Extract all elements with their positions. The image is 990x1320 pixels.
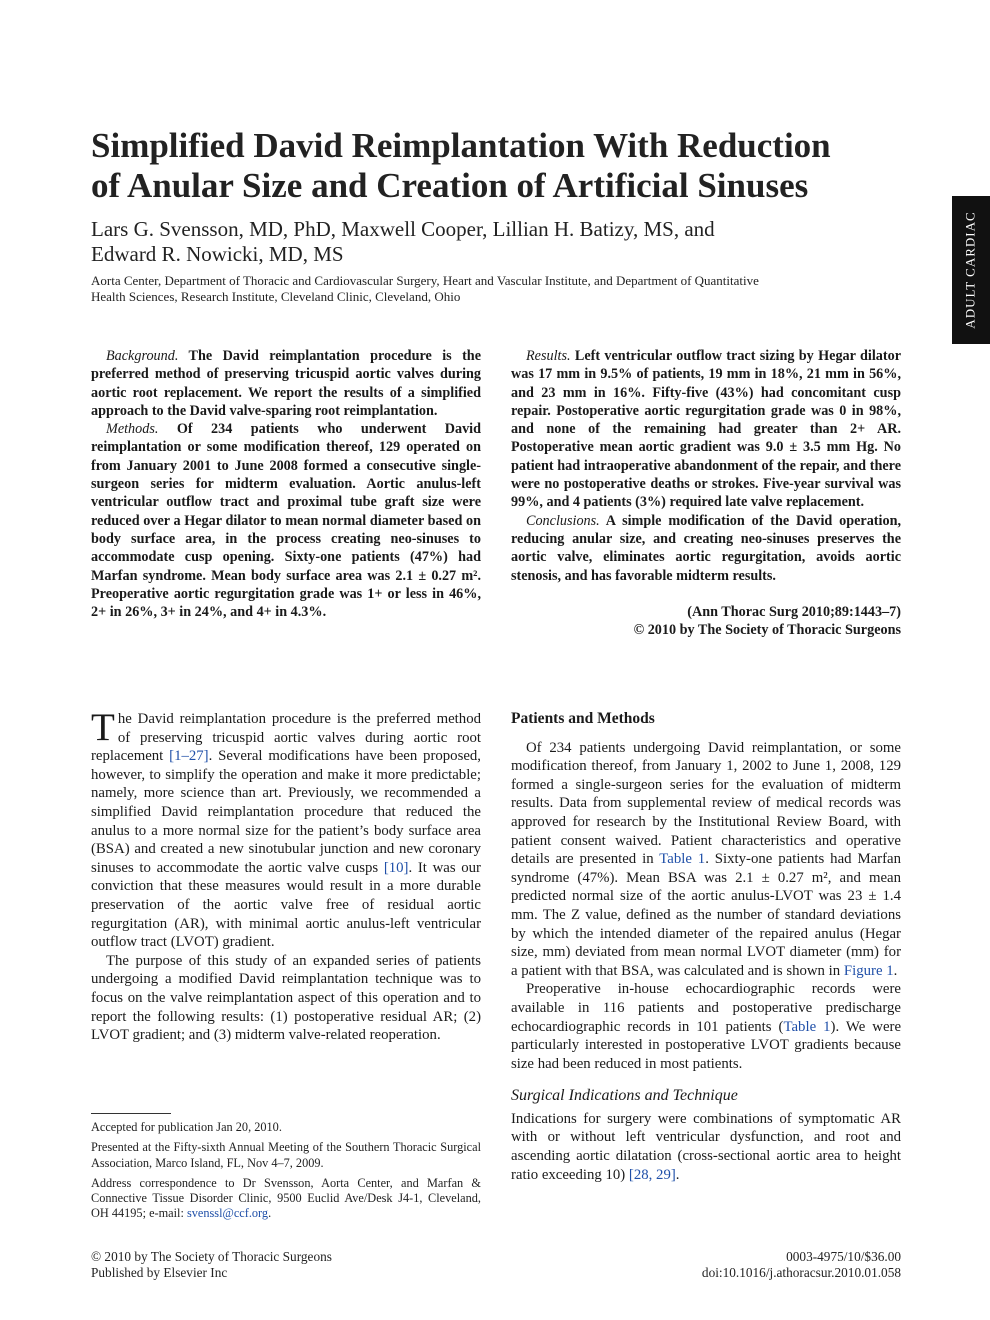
methods-paragraph-2: Preoperative in-house echocardiographic records were available in 116 patients and postoperative predischarge echocardiographic records in 101 patients (Table 1). We were particularly interested in postoperative LVOT gradients because size had been reduced in most patients. xyxy=(511,981,902,1072)
footer-issn-price: 0003-4975/10/$36.00 xyxy=(786,1249,901,1264)
section-heading: Patients and Methods xyxy=(511,710,655,727)
abstract-copyright: © 2010 by The Society of Thoracic Surgeons xyxy=(633,622,901,639)
journal-citation: (Ann Thorac Surg 2010;89:1443–7) xyxy=(687,603,901,620)
subsection-heading: Surgical Indications and Technique xyxy=(511,1087,738,1105)
correspondence-note: Address correspondence to Dr Svensson, Aorta Center, and Marfan & Connective Tissue Disorder Clinic, 9500 Euclid Ave/Desk J4-1, Cleveland, OH 44195; e-mail: svenssl@ccf.org. xyxy=(91,1175,481,1221)
drop-cap: T xyxy=(91,706,115,749)
reference-link[interactable]: [28, 29] xyxy=(628,1166,676,1183)
article-title xyxy=(91,126,911,206)
abstract-conclusions: Conclusions. A simple modification of the David operation, reducing anular size, and creating neo-sinuses preserves the aortic valve, eliminates aortic regurgitation, avoids aortic stenosis, and has favorable midterm results. xyxy=(511,512,901,584)
footer-right xyxy=(600,1249,901,1281)
footer-copyright: © 2010 by The Society of Thoracic Surgeons xyxy=(91,1249,332,1264)
footer-left xyxy=(91,1249,332,1281)
email-link[interactable]: svenssl@ccf.org xyxy=(186,1206,269,1221)
methods-column xyxy=(511,710,901,1184)
author-list xyxy=(91,217,891,267)
abstract-methods: Methods. Of 234 patients who underwent David reimplantation or some modification thereof, 129 operated on from January 2001 to June 2008 formed a consecutive single-surgeon series for midterm evaluation. Aortic anulus-left ventricular outflow tract and proximal tube graft size were reduced over a Hegar dilator to mean normal diameter based on body surface area, in the process creating neo-sinuses to accommodate cusp opening. Sixty-one patients (47%) had Marfan syndrome. Mean body surface area was 2.1 ± 0.27 m². Preoperative aortic regurgitation grade was 1+ or less in 46%, 2+ in 26%, 3+ in 24%, and 4+ in 4.3%. xyxy=(91,421,481,621)
reference-link[interactable]: [1–27] xyxy=(169,748,209,765)
methods-paragraph-3: Indications for surgery were combinations of symptomatic AR with or without left ventricular dysfunction, and root and ascending aortic dilatation (cross-sectional aortic area to height ratio exceeding 10) [28, 29]. xyxy=(511,1110,901,1183)
authors-line-1: Lars G. Svensson, MD, PhD, Maxwell Cooper, Lillian H. Batizy, MS, and xyxy=(91,217,715,241)
footer-publisher: Published by Elsevier Inc xyxy=(91,1265,228,1280)
title-line-2: of Anular Size and Creation of Artificial Sinuses xyxy=(91,166,809,205)
figure-link[interactable]: Figure 1 xyxy=(843,962,894,979)
abstract-left-column xyxy=(91,347,481,621)
intro-paragraph-2: The purpose of this study of an expanded series of patients undergoing a modified David reimplantation technique was to focus on the valve reimplantation aspect of this operation and to report the following results: (1) postoperative residual AR; (2) LVOT gradient; and (3) midterm valve-related reoperation. xyxy=(91,952,481,1044)
citation-block xyxy=(511,603,901,640)
affiliation-line-2: Health Sciences, Research Institute, Cleveland Clinic, Cleveland, Ohio xyxy=(91,289,461,304)
section-tab xyxy=(952,196,990,344)
authors-line-2: Edward R. Nowicki, MD, MS xyxy=(91,242,344,266)
reference-link[interactable]: [10] xyxy=(383,859,409,876)
section-tab-label: ADULT CARDIAC xyxy=(963,211,978,329)
footer-doi: doi:10.1016/j.athoracsur.2010.01.058 xyxy=(701,1265,901,1280)
intro-paragraph-1: The David reimplantation procedure is the preferred method of preserving tricuspid aortic valves during aortic root replacement [1–27]. Several modifications have been proposed, however, to simplify the operation and make it more predictable; namely, more science than art. Previously, we recommended a simplified David reimplantation procedure that reduced the anulus to a more normal size for the patient’s body surface area (BSA) and created a new sinotubular junction and new coronary sinuses to accommodate the aortic valve cusps [10]. It was our conviction that these measures would result in a more durable preservation of the aortic valve free of residual aortic regurgitation (AR), with minimal aortic anulus-left ventricular outflow tract (LVOT) gradient. xyxy=(91,706,481,951)
footnotes xyxy=(91,1120,481,1227)
affiliation xyxy=(91,273,906,305)
methods-paragraph-1: Of 234 patients undergoing David reimplantation, or some modification thereof, from January 1, 2002 to June 1, 2008, 129 formed a single-surgeon series for the evaluation of midterm results. Data from supplemental review of medical records was approved for research by the Institutional Review Board, with patient consent waived. Patient characteristics and operative details are presented in Table 1. Sixty-one patients had Marfan syndrome (47%). Mean BSA was 2.1 ± 0.27 m², and mean predicted normal size of the aortic anulus-LVOT was 23 ± 1.4 mm. The Z value, defined as the number of standard deviations by which the intended diameter of the repaired anulus (Hegar size, mm) deviated from mean normal LVOT diameter (mm) for a patient with that BSA, was calculated and is shown in Figure 1. xyxy=(511,739,901,979)
abstract-right-column xyxy=(511,347,901,639)
affiliation-line-1: Aorta Center, Department of Thoracic and Cardiovascular Surgery, Heart and Vascular Institute, and Department of Quantitative xyxy=(91,273,759,288)
table-link[interactable]: Table 1 xyxy=(659,851,706,868)
intro-column xyxy=(91,706,481,1045)
title-line-1: Simplified David Reimplantation With Reduction xyxy=(91,126,831,165)
presented-note: Presented at the Fifty-sixth Annual Meeting of the Southern Thoracic Surgical Association, Marco Island, FL, Nov 4–7, 2009. xyxy=(91,1140,481,1170)
abstract-background: Background. The David reimplantation procedure is the preferred method of preserving tricuspid aortic valves during aortic root replacement. We report the results of a simplified approach to the David valve-sparing root reimplantation. xyxy=(91,348,481,419)
footnote-divider xyxy=(91,1113,171,1114)
table-link[interactable]: Table 1 xyxy=(783,1018,831,1035)
abstract-results: Results. Left ventricular outflow tract sizing by Hegar dilator was 17 mm in 9.5% of patients, 19 mm in 18%, 21 mm in 56%, and 23 mm in 16%. Fifty-five (43%) had concomitant cusp repair. Postoperative aortic regurgitation grade was 0 in 98%, and none of the remaining had greater than 2+ AR. Postoperative mean aortic gradient was 9.0 ± 3.5 mm Hg. No patient had intraoperative abandonment of the repair, and there were no postoperative deaths or strokes. Five-year survival was 99%, and 4 patients (3%) required late valve replacement. xyxy=(511,348,901,511)
accepted-note: Accepted for publication Jan 20, 2010. xyxy=(91,1120,282,1134)
